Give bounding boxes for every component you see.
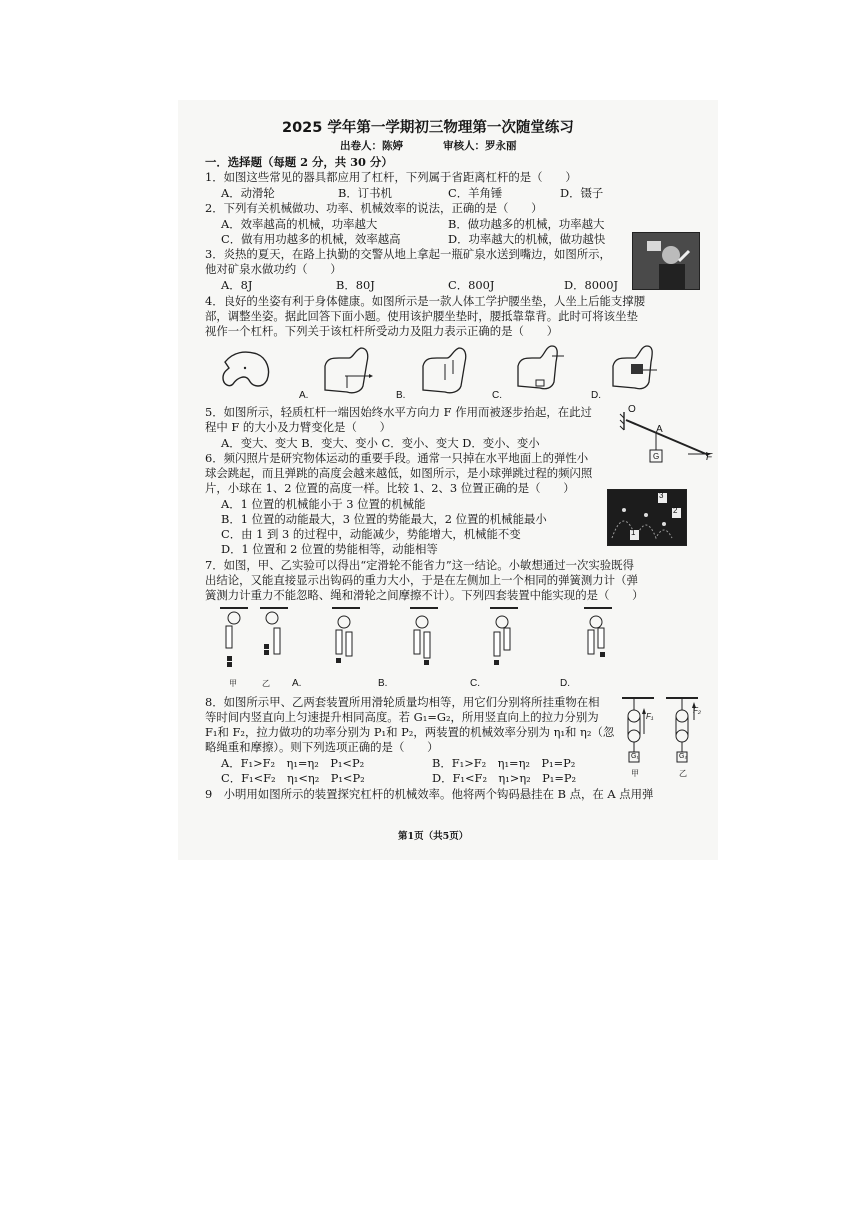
reviewer-line: 审核人：罗永丽: [443, 140, 517, 152]
bouncing-ball-photo: [607, 489, 687, 546]
q7-label-d: D.: [560, 678, 570, 689]
q4-line1: 4．良好的坐姿有利于身体健康。如图所示是一款人体工学护腰坐垫，人坐上后能支撑腰: [205, 294, 646, 308]
q8-option-c: C．F₁<F₂ η₁<η₂ P₁<P₂: [221, 771, 365, 785]
q1-option-c: C．羊角锤: [448, 186, 503, 200]
photo-label-3: 3: [659, 491, 664, 500]
q6-line2: 球会跳起，而且弹跳的高度会越来越低，如图所示，是小球弹跳过程的频闪照: [205, 466, 593, 480]
q6-option-d: D．1 位置和 2 位置的势能相等，动能相等: [221, 542, 438, 556]
q3-line1: 3．炎热的夏天，在路上执勤的交警从地上拿起一瓶矿泉水送到嘴边，如图所示，: [205, 247, 611, 261]
pulley-jia-icon: [220, 608, 248, 667]
photo-label-1: 1: [631, 528, 636, 537]
police-photo: [632, 232, 700, 290]
q5-line1: 5．如图所示，轻质杠杆一端因始终水平方向力 F 作用而被逐步抬起，在此过: [205, 405, 592, 419]
pulley-yi-icon: [260, 608, 288, 655]
q8-label-g2: G₂: [679, 753, 688, 760]
q4-label-a: A.: [299, 390, 309, 401]
q7-label-a: A.: [292, 678, 302, 689]
q2-option-b: B．做功越多的机械，功率越大: [448, 217, 605, 231]
q3-option-d: D．8000J: [564, 278, 619, 292]
q5-label-o: O: [628, 404, 636, 415]
q8-label-f1: F₁: [646, 712, 654, 721]
q4-label-d: D.: [591, 390, 601, 401]
q4-label-c: C.: [492, 390, 502, 401]
q4-line3: 视作一个杠杆。下列关于该杠杆所受动力及阻力表示正确的是（ ）: [205, 324, 559, 338]
pulley-b-icon: [410, 608, 438, 665]
q1-stem: 1．如图这些常见的器具都应用了杠杆，下列属于省距离杠杆的是（ ）: [205, 170, 577, 184]
q1-option-d: D．镊子: [560, 186, 604, 200]
q2-option-d: D．功率越大的机械，做功越快: [448, 232, 606, 246]
pulley-a-icon: [332, 608, 360, 663]
author-line: 出卷人：陈婷: [340, 140, 403, 152]
q6-line1: 6．频闪照片是研究物体运动的重要手段。通常一只掉在水平地面上的弹性小: [205, 451, 589, 465]
q7-line2: 出结论，又能直接显示出钩码的重力大小，于是在左侧加上一个相同的弹簧测力计（弹: [205, 573, 638, 587]
section-heading: 一．选择题（每题 2 分，共 30 分）: [205, 155, 393, 169]
page-title: 2025 学年第一学期初三物理第一次随堂练习: [282, 120, 574, 136]
q9-line1: 9 小明用如图所示的装置探究杠杆的机械效率。他将两个钩码悬挂在 B 点，在 A 点用弹: [205, 787, 654, 801]
option-a-diagram: [325, 348, 373, 393]
q8-label-jia: 甲: [631, 769, 639, 778]
q8-option-a: A．F₁>F₂ η₁=η₂ P₁<P₂: [221, 756, 365, 770]
q7-label-c: C.: [470, 678, 480, 689]
q8-line3: F₁和 F₂，拉力做功的功率分别为 P₁和 P₂，两装置的机械效率分别为 η₁和 η₂（忽: [205, 725, 615, 739]
q2-option-a: A．效率越高的机械，功率越大: [221, 217, 378, 231]
q4-cushion-figures: [215, 340, 685, 402]
option-b-diagram: [423, 348, 466, 393]
cushion-icon: [223, 352, 269, 386]
q1-option-a: A．动滑轮: [221, 186, 275, 200]
q4-line2: 部，调整坐姿。据此回答下面小题。使用该护腰坐垫时，腰抵靠靠背。此时可将该坐垫: [205, 309, 638, 323]
q6-option-c: C．由 1 到 3 的过程中，动能减少，势能增大，机械能不变: [221, 527, 521, 541]
q6-line3: 片，小球在 1、2 位置的高度一样。比较 1、2、3 位置正确的是（ ）: [205, 481, 575, 495]
police-figure-icon: [633, 233, 699, 289]
q5-label-a: A: [656, 424, 663, 435]
q5-options: A．变大、变大 B．变大、变小 C．变小、变大 D．变小、变小: [221, 436, 540, 450]
q5-label-g: G: [653, 452, 660, 461]
q7-line3: 簧测力计重力不能忽略、绳和滑轮之间摩擦不计）。下列四套装置中能实现的是（ ）: [205, 588, 644, 602]
page-number: 第1页（共5页）: [398, 831, 469, 842]
q8-line1: 8．如图所示甲、乙两套装置所用滑轮质量均相等，用它们分别将所挂重物在相: [205, 695, 600, 709]
q7-pulley-figures: [214, 604, 634, 686]
q8-line2: 等时间内竖直向上匀速提升相同高度。若 G₁=G₂，所用竖直向上的拉力分别为: [205, 710, 599, 724]
q6-option-a: A．1 位置的机械能小于 3 位置的机械能: [221, 497, 426, 511]
q4-label-b: B.: [396, 390, 406, 401]
photo-label-2: 2: [673, 506, 678, 515]
pulley-c-icon: [490, 608, 518, 665]
q8-pulley-diagram: [620, 694, 704, 774]
q6-option-b: B．1 位置的动能最大，3 位置的势能最大，2 位置的机械能最小: [221, 512, 547, 526]
option-c-diagram: [518, 346, 564, 389]
q3-option-b: B．80J: [336, 278, 375, 292]
q8-label-g1: G₁: [631, 753, 639, 760]
q7-line1: 7．如图，甲、乙实验可以得出“定滑轮不能省力”这一结论。小敏想通过一次实验既得: [205, 558, 634, 572]
q5-lever-diagram: [618, 408, 714, 472]
option-d-diagram: [613, 346, 657, 389]
q8-label-yi: 乙: [679, 769, 687, 778]
pulley-d-icon: [584, 608, 612, 657]
q8-option-b: B．F₁>F₂ η₁=η₂ P₁=P₂: [432, 756, 576, 770]
q1-option-b: B．订书机: [338, 186, 392, 200]
ball-trajectory-icon: [608, 490, 686, 545]
q7-label-yi: 乙: [262, 679, 270, 688]
q2-stem: 2．下列有关机械做功、功率、机械效率的说法，正确的是（ ）: [205, 201, 543, 215]
q3-line2: 他对矿泉水做功约（ ）: [205, 262, 342, 276]
q3-option-c: C．800J: [448, 278, 495, 292]
q8-option-d: D．F₁<F₂ η₁>η₂ P₁=P₂: [432, 771, 577, 785]
q7-label-jia: 甲: [229, 679, 237, 688]
q3-option-a: A．8J: [221, 278, 253, 292]
q8-line4: 略绳重和摩擦）。则下列选项正确的是（ ）: [205, 740, 439, 754]
q8-label-f2: F₂: [693, 706, 701, 715]
q2-option-c: C．做有用功越多的机械，效率越高: [221, 232, 401, 246]
q7-label-b: B.: [378, 678, 388, 689]
q5-label-f: F: [706, 452, 713, 463]
q5-line2: 程中 F 的大小及力臂变化是（ ）: [205, 420, 392, 434]
